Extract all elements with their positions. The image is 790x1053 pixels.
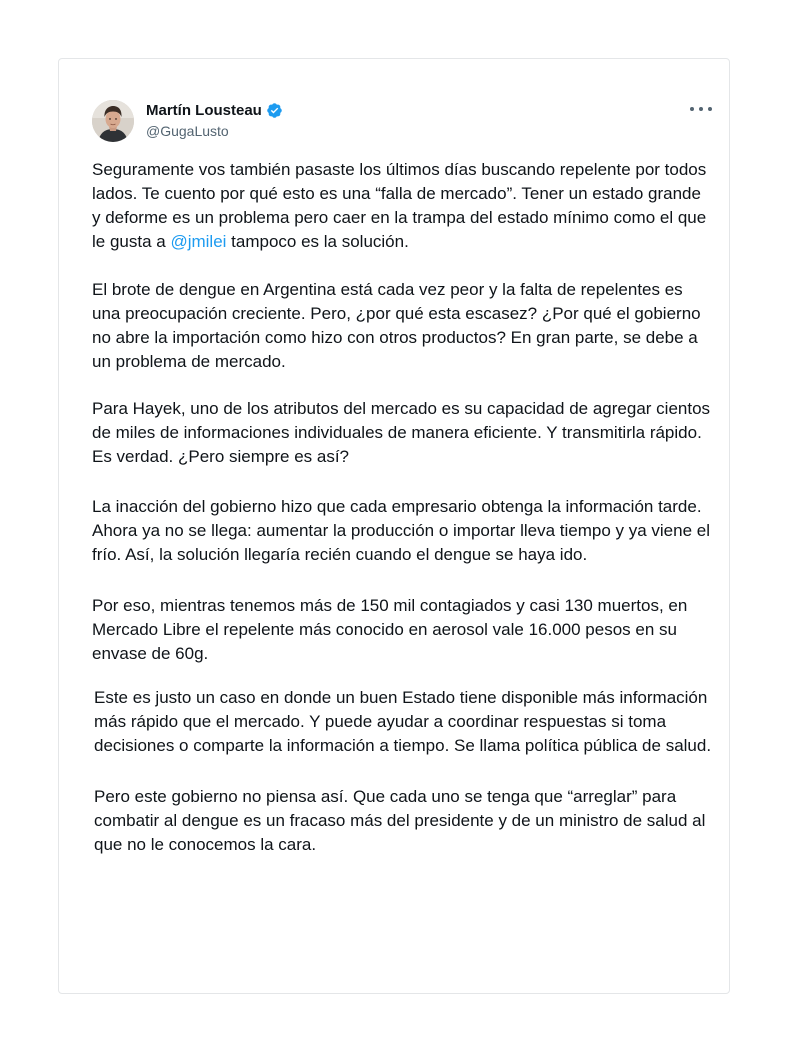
tweet-paragraph-2: El brote de dengue en Argentina está cada vez peor y la falta de repelentes es una preocupación creciente. Pero, ¿por qué esta escasez? ¿Por qué el gobierno no abre la importación como hizo con otros productos? En gran parte, se debe a un problema de mercado.: [92, 280, 701, 371]
author-display-name[interactable]: Martín Lousteau: [146, 102, 262, 119]
avatar-photo-icon: [92, 100, 134, 142]
author-handle[interactable]: @GugaLusto: [146, 123, 229, 139]
tweet-paragraph-6: Este es justo un caso en donde un buen Estado tiene disponible más información más rápido que el mercado. Y puede ayudar a coordinar respuestas si toma decisiones o comparte la información a tiempo. Se llama política pública de salud.: [94, 688, 712, 755]
more-options-icon[interactable]: [690, 104, 712, 114]
author-name-row[interactable]: [146, 102, 283, 119]
tweet-paragraph-1: [92, 158, 712, 254]
tweet-paragraph-4: La inacción del gobierno hizo que cada empresario obtenga la información tarde. Ahora ya no se llega: aumentar la producción o importar lleva tiempo y ya viene el frío. Así, la solución llegaría recién cuando el dengue se haya ido.: [92, 497, 711, 564]
tweet-paragraph-7: Pero este gobierno no piensa así. Que cada uno se tenga que “arreglar” para combatir al dengue es un fracaso más del presidente y de un ministro de salud al que no le conocemos la cara.: [94, 787, 706, 854]
tweet-text: [92, 158, 712, 881]
tweet-text-segment: Seguramente vos también pasaste los últimos días buscando repelente por todos lados. Te cuento por qué esto es una “falla de mercado”. Tener un estado grande y deforme es un problema pero caer en la trampa del estado mínimo como el que le gusta a: [92, 160, 707, 251]
tweet-text-segment: tampoco es la solución.: [226, 232, 409, 251]
avatar[interactable]: [92, 100, 134, 142]
tweet-header: [92, 100, 712, 146]
tweet-paragraph-3: Para Hayek, uno de los atributos del mercado es su capacidad de agregar cientos de miles de informaciones individuales de manera eficiente. Y transmitirla rápido. Es verdad. ¿Pero siempre es así?: [92, 399, 711, 466]
verified-badge-icon: [266, 102, 283, 119]
mention-link[interactable]: @jmilei: [170, 232, 227, 251]
tweet-paragraph-5: Por eso, mientras tenemos más de 150 mil contagiados y casi 130 muertos, en Mercado Libre el repelente más conocido en aerosol vale 16.000 pesos en su envase de 60g.: [92, 596, 688, 663]
